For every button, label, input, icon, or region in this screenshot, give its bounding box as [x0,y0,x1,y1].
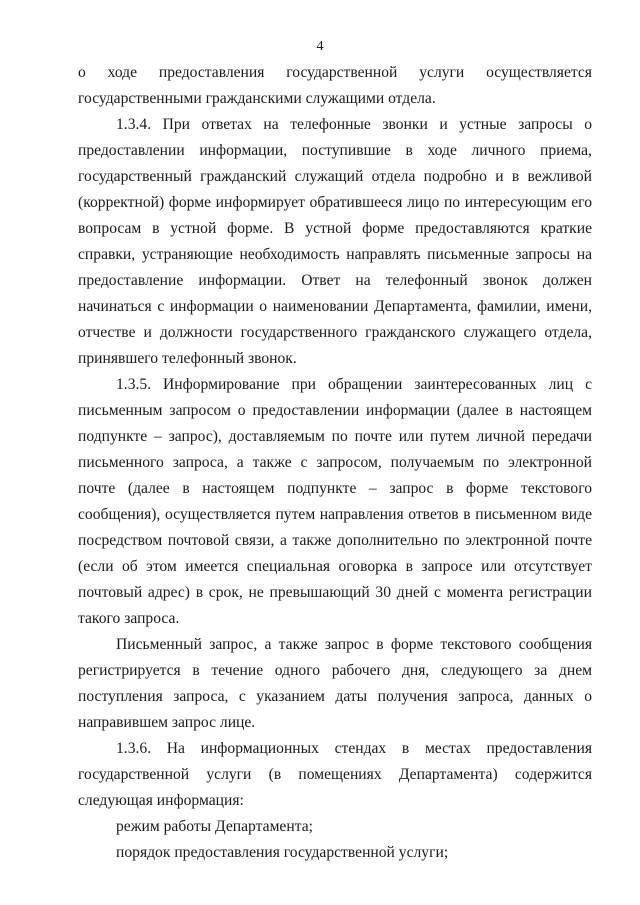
paragraph-1-3-6: 1.3.6. На информационных стендах в местах предоставления государственной услуги (в помещениях Департамента) содержится следующая информация: [78,740,592,809]
paragraph-1-3-4: 1.3.4. При ответах на телефонные звонки и устные запросы о предоставлении информации, поступившие в ходе личного приема, государственный гражданский служащий отдела подробно и в вежливой (корректной) форме информирует обратившееся лицо по интересующим его вопросам в устной форме. В устной форме предоставляются краткие справки, устраняющие необходимость направлять письменные запросы на предоставление информации. Ответ на телефонный звонок должен начинаться с информации о наименовании Департамента, фамилии, имени, отчестве и должности государственного гражданского служащего отдела, принявшего телефонный звонок. [78,116,592,367]
paragraph-continuation: о ходе предоставления государственной услуги осуществляется государственными гражданскими служащими отдела. [78,64,592,107]
list-item-service-procedure: порядок предоставления государственной услуги; [116,844,449,861]
paragraph-1-3-5: 1.3.5. Информирование при обращении заинтересованных лиц с письменным запросом о предоставлении информации (далее в настоящем подпункте – запрос), доставляемым по почте или путем личной передачи письменного запроса, а также с запросом, получаемым по электронной почте (далее в настоящем подпункте – запрос в форме текстового сообщения), осуществляется путем направления ответов в письменном виде посредством почтовой связи, а также дополнительно по электронной почте (если об этом имеется специальная оговорка в запросе или отсутствует почтовый адрес) в срок, не превышающий 30 дней с момента регистрации такого запроса. [78,376,592,627]
paragraph-written-request: Письменный запрос, а также запрос в форме текстового сообщения регистрируется в течение одного рабочего дня, следующего за днем поступления запроса, с указанием даты получения запроса, данных о направившем запрос лице. [78,636,592,731]
page-number: 4 [316,39,324,54]
document-body [78,60,592,866]
list-item-work-schedule: режим работы Департамента; [116,818,313,835]
